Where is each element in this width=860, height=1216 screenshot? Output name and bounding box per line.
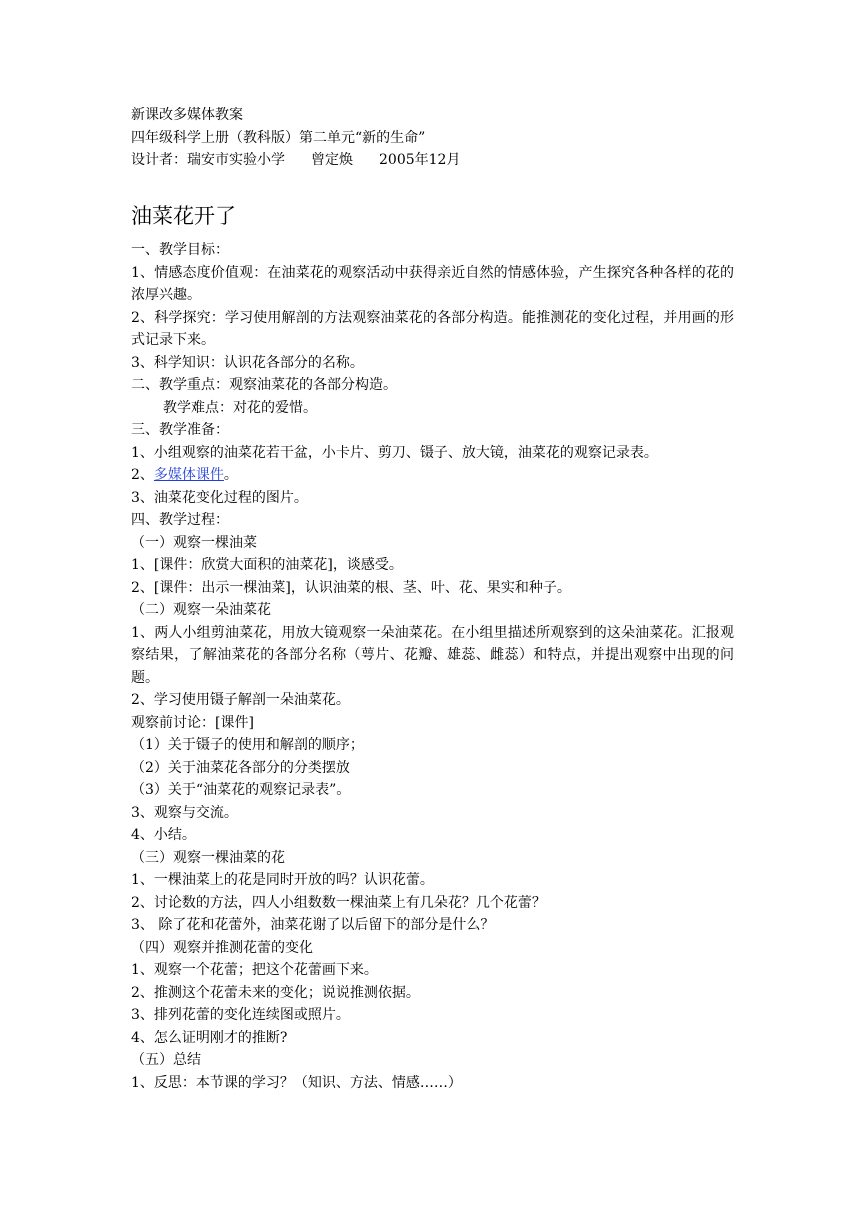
prep-item-2 <box>131 464 734 487</box>
prep-item-2-suffix: 。 <box>223 467 238 483</box>
document-header <box>131 104 460 172</box>
part-1-heading: （一）观察一棵油菜 <box>131 534 257 551</box>
part-1-item-2: 2、[课件：出示一棵油菜]，认识油菜的根、茎、叶、花、果实和种子。 <box>131 579 571 596</box>
prep-item-1: 1、小组观察的油菜花若干盆，小卡片、剪刀、镊子、放大镜，油菜花的观察记录表。 <box>131 444 658 461</box>
part-3-item-1: 1、一棵油菜上的花是同时开放的吗？认识花蕾。 <box>131 872 434 888</box>
multimedia-courseware-link[interactable]: 多媒体课件 <box>153 467 224 483</box>
designer-school: 设计者：瑞安市实验小学 <box>131 152 285 168</box>
discussion-heading: 观察前讨论：[课件] <box>131 714 254 731</box>
part-2-item-4: 4、小结。 <box>131 827 196 843</box>
header-line-1: 新课改多媒体教案 <box>131 107 243 123</box>
prep-heading: 三、教学准备： <box>131 422 229 438</box>
part-5-heading: （五）总结 <box>131 1052 201 1068</box>
designer-name: 曾定焕 <box>311 152 353 168</box>
part-5-item-1: 1、反思：本节课的学习？（知识、方法、情感……） <box>131 1074 462 1091</box>
part-3-item-3: 3、 除了花和花蕾外，油菜花谢了以后留下的部分是什么？ <box>131 917 495 933</box>
part-4-heading: （四）观察并推测花蕾的变化 <box>131 939 313 956</box>
key-point: 二、教学重点：观察油菜花的各部分构造。 <box>131 377 397 393</box>
discussion-item-2: （2）关于油菜花各部分的分类摆放 <box>131 759 350 776</box>
discussion-item-1: （1）关于镊子的使用和解剖的顺序； <box>131 737 364 753</box>
part-4-item-2: 2、推测这个花蕾未来的变化；说说推测依据。 <box>131 984 420 1001</box>
prep-item-3: 3、油菜花变化过程的图片。 <box>131 489 308 506</box>
lesson-title: 油菜花开了 <box>131 204 236 228</box>
header-designer-line <box>131 149 460 172</box>
goal-1: 1、情感态度价值观：在油菜花的观察活动中获得亲近自然的情感体验，产生探究各种各样的花的浓厚兴趣。 <box>131 264 734 303</box>
process-heading: 四、教学过程： <box>131 512 229 528</box>
part-1-item-1: 1、[课件：欣赏大面积的油菜花]，谈感受。 <box>131 557 403 573</box>
part-2-item-1: 1、两人小组剪油菜花，用放大镜观察一朵油菜花。在小组里描述所观察到的这朵油菜花。汇报观察结果，了解油菜花的各部分名称（萼片、花瓣、雄蕊、雌蕊）和特点，并提出观察中出现的问题。 <box>131 624 734 686</box>
part-4-item-1: 1、观察一个花蕾；把这个花蕾画下来。 <box>131 962 378 978</box>
goal-3: 3、科学知识：认识花各部分的名称。 <box>131 354 364 371</box>
goals-heading: 一、教学目标： <box>131 242 229 258</box>
part-4-item-4: 4、怎么证明刚才的推断? <box>131 1029 288 1046</box>
part-2-item-2: 2、学习使用镊子解剖一朵油菜花。 <box>131 692 350 708</box>
part-2-heading: （二）观察一朵油菜花 <box>131 602 271 618</box>
lesson-body <box>131 239 734 1094</box>
part-3-item-2: 2、讨论数的方法，四人小组数数一棵油菜上有几朵花？几个花蕾？ <box>131 894 546 911</box>
header-line-2: 四年级科学上册（教科版）第二单元“新的生命” <box>131 129 426 146</box>
prep-item-2-prefix: 2、 <box>131 467 154 483</box>
goal-2: 2、科学探究：学习使用解剖的方法观察油菜花的各部分构造。能推测花的变化过程，并用画的形式记录下来。 <box>131 309 734 348</box>
discussion-item-3: （3）关于“油菜花的观察记录表”。 <box>131 782 351 798</box>
design-date: 2005年12月 <box>379 152 461 168</box>
part-3-heading: （三）观察一棵油菜的花 <box>131 849 285 866</box>
difficulty-point: 教学难点：对花的爱惜。 <box>163 399 317 416</box>
part-2-item-3: 3、观察与交流。 <box>131 804 238 821</box>
part-4-item-3: 3、排列花蕾的变化连续图或照片。 <box>131 1007 350 1023</box>
